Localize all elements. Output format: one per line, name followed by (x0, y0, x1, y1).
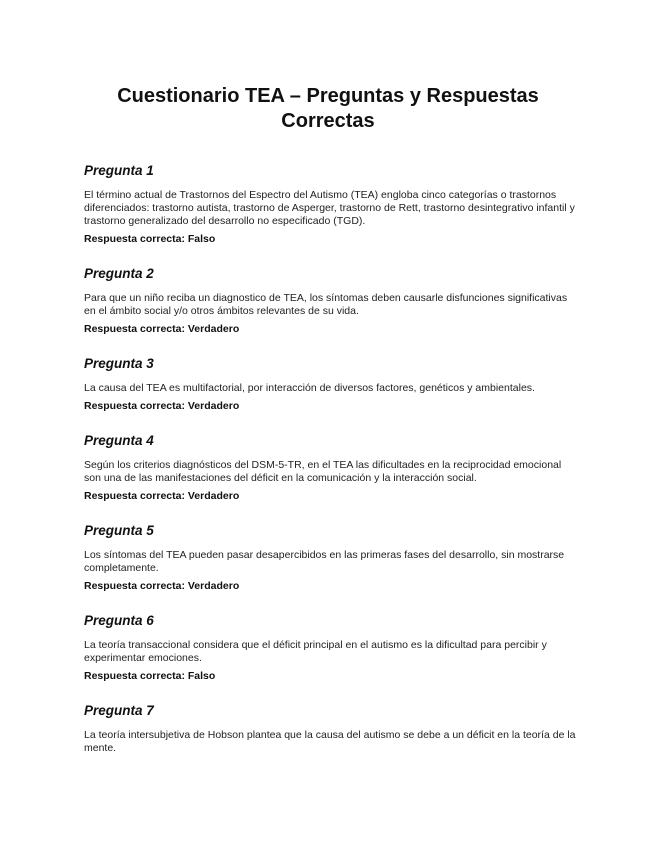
question-3 (84, 356, 576, 413)
question-1 (84, 163, 576, 246)
question-text: La teoría transaccional considera que el déficit principal en el autismo es la dificultad para percibir y experimentar emociones. (84, 639, 547, 664)
question-2 (84, 266, 576, 336)
question-heading: Pregunta 7 (84, 703, 154, 718)
correct-answer: Respuesta correcta: Falso (84, 233, 216, 245)
question-heading: Pregunta 4 (84, 433, 154, 448)
question-heading: Pregunta 6 (84, 613, 154, 628)
question-text: El término actual de Trastornos del Espectro del Autismo (TEA) engloba cinco categorías o trastornos diferenciados: trastorno autista, trastorno de Asperger, trastorno de Rett, trastorno desintegrativo infantil y trastorno generalizado del desarrollo no especificado (TGD). (84, 189, 575, 227)
question-text: Según los criterios diagnósticos del DSM-5-TR, en el TEA las dificultades en la reciprocidad emocional son una de las manifestaciones del déficit en la comunicación y la interacción social. (84, 459, 562, 484)
correct-answer: Respuesta correcta: Verdadero (84, 490, 240, 502)
question-text: La teoría intersubjetiva de Hobson plantea que la causa del autismo se debe a un déficit en la teoría de la mente. (84, 729, 576, 754)
correct-answer: Respuesta correcta: Verdadero (84, 580, 240, 592)
question-text: Para que un niño reciba un diagnostico de TEA, los síntomas deben causarle disfunciones significativas en el ámbito social y/o otros ámbitos relevantes de su vida. (84, 292, 568, 317)
document-title: Cuestionario TEA – Preguntas y Respuestas Correctas (117, 85, 539, 132)
question-text: Los síntomas del TEA pueden pasar desapercibidos en las primeras fases del desarrollo, sin mostrarse completamente. (84, 549, 565, 574)
correct-answer: Respuesta correcta: Verdadero (84, 400, 240, 412)
question-heading: Pregunta 2 (84, 266, 154, 281)
question-heading: Pregunta 5 (84, 523, 154, 538)
question-4 (84, 433, 576, 503)
question-heading: Pregunta 3 (84, 356, 154, 371)
question-6 (84, 613, 576, 683)
correct-answer: Respuesta correcta: Falso (84, 670, 216, 682)
question-7 (84, 703, 576, 755)
question-heading: Pregunta 1 (84, 163, 154, 178)
question-text: La causa del TEA es multifactorial, por interacción de diversos factores, genéticos y ambientales. (84, 382, 535, 394)
question-5 (84, 523, 576, 593)
correct-answer: Respuesta correcta: Verdadero (84, 323, 240, 335)
